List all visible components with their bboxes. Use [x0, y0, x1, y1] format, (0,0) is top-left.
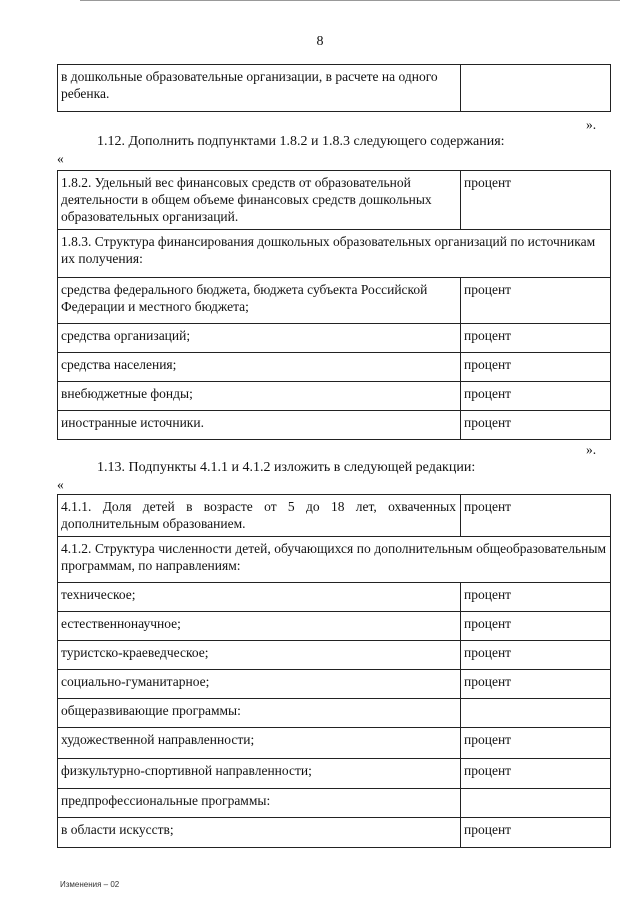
unit-cell: процент [461, 641, 611, 670]
indicator-cell: 1.8.2. Удельный вес финансовых средств от образовательной деятельности в общем объеме финансовых средств дошкольных образовательных организаций. [58, 171, 461, 230]
indicator-cell: социально-гуманитарное; [58, 670, 461, 699]
indicator-cell: 4.1.2. Структура численности детей, обучающихся по дополнительным общеобразовательным программам, по направлениям: [58, 537, 611, 583]
table-row [58, 612, 611, 641]
indicators-table-1-12 [57, 170, 611, 440]
indicator-cell: естественнонаучное; [58, 612, 461, 641]
unit-cell: процент [461, 583, 611, 612]
table-row [58, 171, 611, 230]
table-row [58, 382, 611, 411]
unit-cell: процент [461, 495, 611, 537]
indicator-cell: внебюджетные фонды; [58, 382, 461, 411]
indicator-cell: средства федерального бюджета, бюджета субъекта Российской Федерации и местного бюджета; [58, 278, 461, 324]
opening-quote-mark: « [57, 477, 64, 492]
indicator-cell: туристско-краеведческое; [58, 641, 461, 670]
table-row [58, 641, 611, 670]
unit-cell: процент [461, 818, 611, 848]
indicator-cell: художественной направленности; [58, 728, 461, 759]
table-row [58, 353, 611, 382]
indicator-cell: 1.8.3. Структура финансирования дошкольных образовательных организаций по источникам их получения: [58, 230, 611, 278]
continuation-table [57, 64, 611, 112]
indicator-cell: предпрофессиональные программы: [58, 789, 461, 818]
indicator-cell: физкультурно-спортивной направленности; [58, 759, 461, 789]
indicator-cell: общеразвивающие программы: [58, 699, 461, 728]
unit-cell [461, 789, 611, 818]
unit-cell [461, 699, 611, 728]
table-row [58, 230, 611, 278]
closing-quote-mark: ». [586, 442, 597, 457]
unit-cell: процент [461, 759, 611, 789]
table-row [58, 759, 611, 789]
table-row [58, 699, 611, 728]
footer-revision-label: Изменения – 02 [60, 880, 120, 889]
indicator-cell: средства организаций; [58, 324, 461, 353]
table-row [58, 728, 611, 759]
table-row [58, 411, 611, 440]
table-row [58, 65, 611, 112]
indicator-cell: техническое; [58, 583, 461, 612]
table-row [58, 324, 611, 353]
table-row [58, 818, 611, 848]
indicator-cell: в дошкольные образовательные организации, в расчете на одного ребенка. [58, 65, 461, 112]
indicator-cell: средства населения; [58, 353, 461, 382]
table-row [58, 495, 611, 537]
indicator-cell: иностранные источники. [58, 411, 461, 440]
top-edge-line [80, 0, 620, 4]
unit-cell: процент [461, 612, 611, 641]
page-number: 8 [316, 34, 324, 49]
section-heading-1-13: 1.13. Подпункты 4.1.1 и 4.1.2 изложить в следующей редакции: [97, 460, 476, 475]
unit-cell: процент [461, 728, 611, 759]
table-row [58, 278, 611, 324]
opening-quote-mark: « [57, 151, 64, 166]
indicator-cell: 4.1.1. Доля детей в возрасте от 5 до 18 лет, охваченных дополнительным образованием. [58, 495, 461, 537]
closing-quote-mark: ». [586, 117, 597, 132]
unit-cell: процент [461, 411, 611, 440]
table-row [58, 583, 611, 612]
unit-cell: процент [461, 670, 611, 699]
unit-cell: процент [461, 382, 611, 411]
section-heading-1-12: 1.12. Дополнить подпунктами 1.8.2 и 1.8.3 следующего содержания: [97, 134, 505, 149]
unit-cell [461, 65, 611, 112]
indicators-table-1-13 [57, 494, 611, 848]
table-row [58, 670, 611, 699]
indicator-cell: в области искусств; [58, 818, 461, 848]
unit-cell: процент [461, 278, 611, 324]
unit-cell: процент [461, 171, 611, 230]
unit-cell: процент [461, 353, 611, 382]
table-row [58, 789, 611, 818]
table-row [58, 537, 611, 583]
unit-cell: процент [461, 324, 611, 353]
